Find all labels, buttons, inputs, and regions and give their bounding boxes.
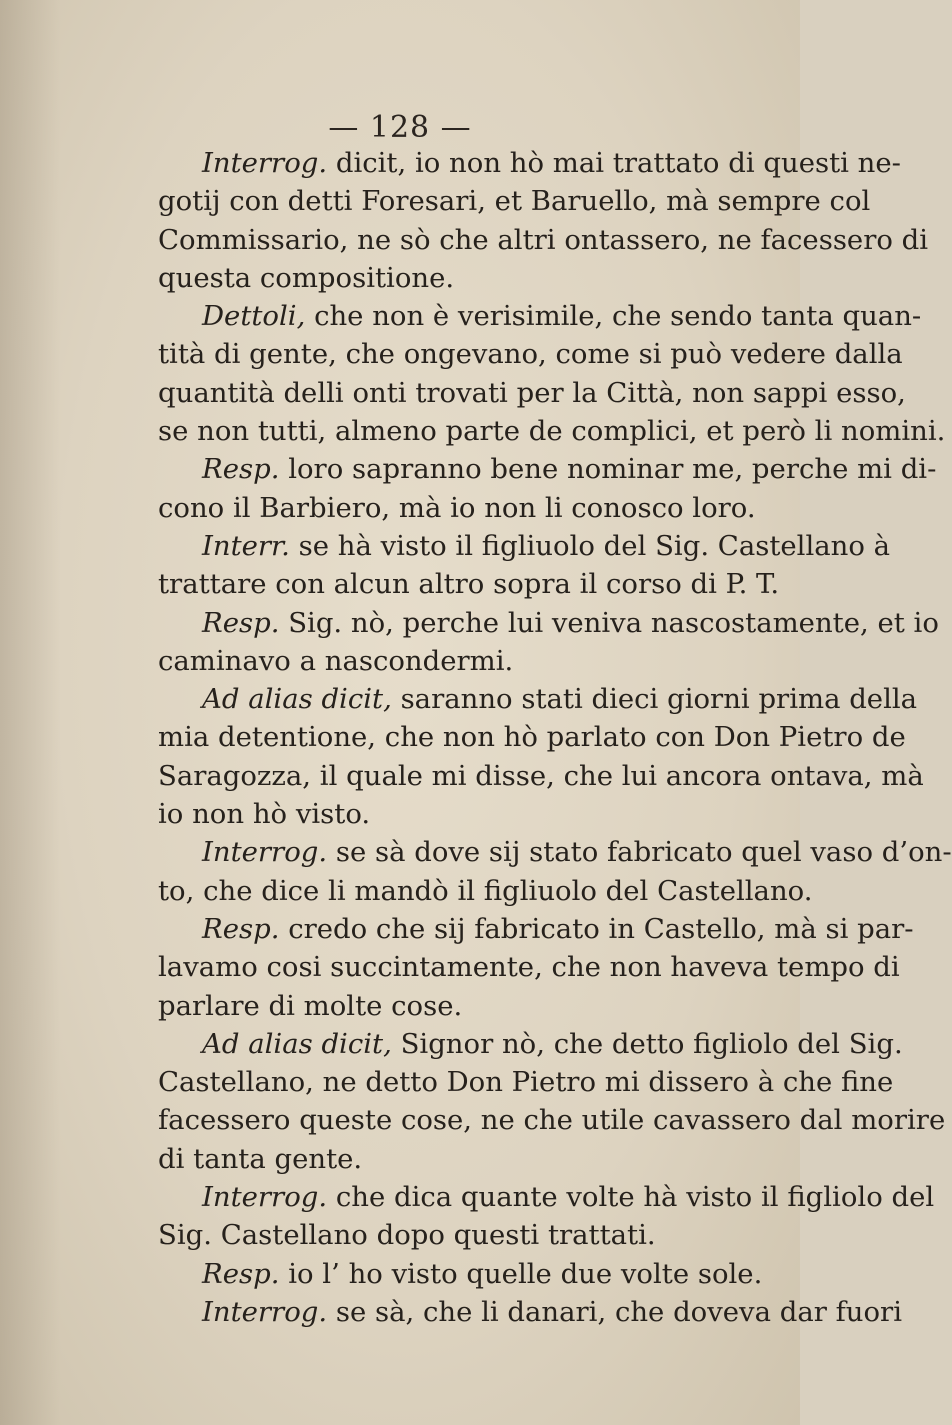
line-text: io non hò visto. <box>158 798 371 831</box>
line-text: Saragozza, il quale mi disse, che lui ancora ontava, mà <box>158 759 924 792</box>
text-line <box>158 872 813 910</box>
line-text: gotij con detti Foresari, et Baruello, mà sempre col <box>158 185 871 218</box>
text-line <box>158 1063 894 1101</box>
line-text: mia detentione, che non hò parlato con Don Pietro de <box>158 721 906 754</box>
speaker-label: Interrog. <box>202 1181 328 1214</box>
text-line <box>158 1255 770 1293</box>
line-text: che non è verisimile, che sendo tanta quan- <box>305 300 922 333</box>
speaker-label: Ad alias dicit, <box>202 683 392 716</box>
text-line <box>158 374 906 412</box>
line-text: Sig. Castellano dopo questi trattati. <box>158 1219 656 1252</box>
line-text: se non tutti, almeno parte de complici, et però li nomini. <box>158 415 946 448</box>
speaker-label: Interrog. <box>202 147 328 179</box>
text-line <box>158 833 952 871</box>
page-number: — 128 — <box>328 110 472 145</box>
text-line <box>158 987 770 1025</box>
text-line <box>158 489 770 527</box>
text-line <box>158 1025 903 1063</box>
text-line <box>158 910 914 948</box>
line-text: lavamo cosi succintamente, che non haveva tempo di <box>158 951 900 984</box>
text-line <box>158 1178 935 1216</box>
line-text: parlare di molte cose. <box>158 989 463 1022</box>
text-line <box>158 1293 902 1331</box>
speaker-label: Resp. <box>202 1257 280 1290</box>
text-line <box>158 412 946 450</box>
line-text: di tanta gente. <box>158 1142 363 1175</box>
line-text: se hà visto il figliuolo del Sig. Castellano à <box>289 529 891 562</box>
line-text: facessero queste cose, ne che utile cavassero dal morire <box>158 1104 946 1137</box>
line-text: che dica quante volte hà visto il figliolo del <box>327 1181 935 1214</box>
speaker-label: Resp. <box>202 606 280 639</box>
text-line <box>158 718 906 756</box>
line-text: tità di gente, che ongevano, come si può vedere dalla <box>158 338 903 371</box>
line-text: to, che dice li mandò il figliuolo del Castellano. <box>158 874 813 907</box>
text-line <box>158 795 770 833</box>
line-text: Commissario, ne sò che altri ontassero, ne facessero di <box>158 223 929 256</box>
line-text: cono il Barbiero, mà io non li conosco loro. <box>158 491 756 524</box>
text-line <box>158 335 903 373</box>
speaker-label: Resp. <box>202 453 280 486</box>
speaker-label: Interr. <box>202 529 290 562</box>
speaker-label: Resp. <box>202 912 280 945</box>
text-line <box>158 1140 770 1178</box>
speaker-label: Ad alias dicit, <box>202 1027 392 1060</box>
line-text: quantità delli onti trovati per la Città, non sappi esso, <box>158 376 906 409</box>
line-text: credo che sij fabricato in Castello, mà si par- <box>279 912 914 945</box>
text-line <box>158 297 922 335</box>
text-line <box>158 144 901 182</box>
speaker-label: Interrog. <box>202 1295 328 1328</box>
text-line <box>158 757 924 795</box>
text-line <box>158 680 918 718</box>
speaker-label: Dettoli, <box>202 300 306 333</box>
text-line <box>158 565 780 603</box>
text-line <box>158 221 929 259</box>
line-text: Castellano, ne detto Don Pietro mi dissero à che fine <box>158 1066 894 1099</box>
line-text: dicit, io non hò mai trattato di questi ne- <box>327 147 901 179</box>
text-line <box>158 182 871 220</box>
speaker-label: Interrog. <box>202 836 328 869</box>
line-text: se sà, che li danari, che doveva dar fuori <box>327 1295 902 1328</box>
text-line <box>158 1101 946 1139</box>
line-text: Signor nò, che detto figliolo del Sig. <box>391 1027 903 1060</box>
body-text <box>158 144 952 1331</box>
line-text: questa compositione. <box>158 261 455 294</box>
text-line <box>158 450 937 488</box>
line-text: saranno stati dieci giorni prima della <box>391 683 918 716</box>
line-text: se sà dove sij stato fabricato quel vaso d’on- <box>327 836 952 869</box>
line-text: io l’ ho visto quelle due volte sole. <box>279 1257 763 1290</box>
text-line <box>158 259 770 297</box>
line-text: trattare con alcun altro sopra il corso di P. T. <box>158 568 780 601</box>
text-line <box>158 1216 770 1254</box>
text-line <box>158 948 900 986</box>
text-line <box>158 604 939 642</box>
line-text: caminavo a nascondermi. <box>158 644 514 677</box>
text-line <box>158 642 770 680</box>
text-line <box>158 527 891 565</box>
line-text: Sig. nò, perche lui veniva nascostamente, et io <box>279 606 939 639</box>
line-text: loro sapranno bene nominar me, perche mi di- <box>279 453 937 486</box>
